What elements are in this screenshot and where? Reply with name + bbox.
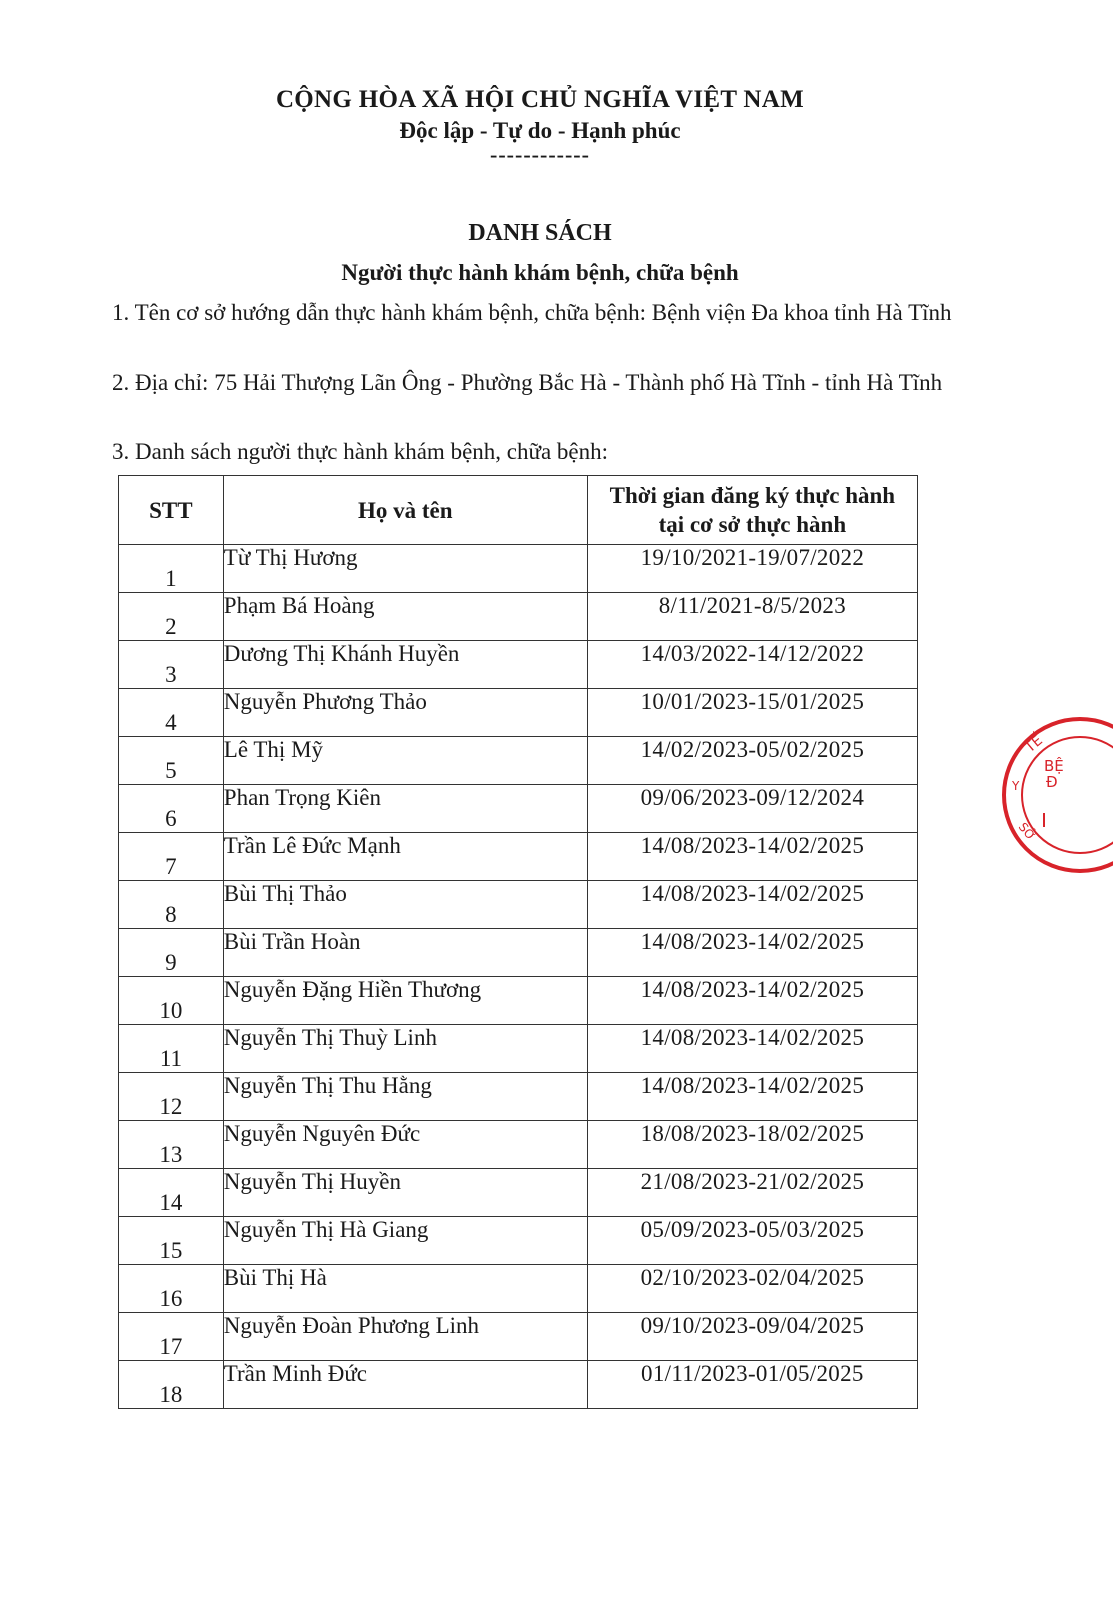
stt-cell: 1	[119, 545, 224, 593]
period-cell: 14/08/2023-14/02/2025	[587, 929, 917, 977]
list-intro-item: 3. Danh sách người thực hành khám bệnh, chữa bệnh:	[112, 439, 609, 464]
red-seal-stamp	[1000, 715, 1113, 875]
name-cell: Phạm Bá Hoàng	[223, 593, 587, 641]
table-row	[119, 1169, 918, 1217]
name-cell: Nguyễn Phương Thảo	[223, 689, 587, 737]
svg-text:TẾ: TẾ	[1022, 732, 1046, 757]
name-cell: Phan Trọng Kiên	[223, 785, 587, 833]
name-cell: Nguyễn Thị Huyền	[223, 1169, 587, 1217]
motto: Độc lập - Tự do - Hạnh phúc	[399, 118, 681, 143]
table-row	[119, 977, 918, 1025]
name-cell: Lê Thị Mỹ	[223, 737, 587, 785]
stt-cell: 13	[119, 1121, 224, 1169]
period-cell: 02/10/2023-02/04/2025	[587, 1265, 917, 1313]
period-cell: 09/10/2023-09/04/2025	[587, 1313, 917, 1361]
name-cell: Nguyễn Đoàn Phương Linh	[223, 1313, 587, 1361]
period-cell: 14/08/2023-14/02/2025	[587, 977, 917, 1025]
table-body	[119, 545, 918, 1409]
name-cell: Dương Thị Khánh Huyền	[223, 641, 587, 689]
stt-cell: 18	[119, 1361, 224, 1409]
address-item: 2. Địa chỉ: 75 Hải Thượng Lãn Ông - Phường Bắc Hà - Thành phố Hà Tĩnh - tỉnh Hà Tĩnh	[112, 370, 943, 395]
period-cell: 8/11/2021-8/5/2023	[587, 593, 917, 641]
name-cell: Nguyễn Nguyên Đức	[223, 1121, 587, 1169]
name-cell: Bùi Thị Hà	[223, 1265, 587, 1313]
table-row	[119, 1313, 918, 1361]
period-cell: 09/06/2023-09/12/2024	[587, 785, 917, 833]
header-period-line1: Thời gian đăng ký thực hành	[609, 483, 896, 508]
table-row	[119, 881, 918, 929]
table-row	[119, 737, 918, 785]
stt-cell: 6	[119, 785, 224, 833]
header-name: Họ và tên	[223, 476, 587, 545]
name-cell: Trần Lê Đức Mạnh	[223, 833, 587, 881]
stt-cell: 15	[119, 1217, 224, 1265]
period-cell: 14/08/2023-14/02/2025	[587, 1025, 917, 1073]
table-row	[119, 1217, 918, 1265]
period-cell: 19/10/2021-19/07/2022	[587, 545, 917, 593]
table-row	[119, 1073, 918, 1121]
svg-text:SỞ: SỞ	[1015, 819, 1039, 844]
stt-cell: 12	[119, 1073, 224, 1121]
table-row	[119, 1025, 918, 1073]
header-period-line2: tại cơ sở thực hành	[658, 512, 847, 537]
name-cell: Nguyễn Thị Thuỳ Linh	[223, 1025, 587, 1073]
practitioner-table	[118, 475, 918, 1409]
period-cell: 14/02/2023-05/02/2025	[587, 737, 917, 785]
period-cell: 14/03/2022-14/12/2022	[587, 641, 917, 689]
name-cell: Từ Thị Hương	[223, 545, 587, 593]
document-subtitle: Người thực hành khám bệnh, chữa bệnh	[341, 260, 739, 285]
name-cell: Bùi Trần Hoàn	[223, 929, 587, 977]
period-cell: 21/08/2023-21/02/2025	[587, 1169, 917, 1217]
period-cell: 10/01/2023-15/01/2025	[587, 689, 917, 737]
period-cell: 01/11/2023-01/05/2025	[587, 1361, 917, 1409]
nation-heading: CỘNG HÒA XÃ HỘI CHỦ NGHĨA VIỆT NAM	[275, 86, 805, 113]
stt-cell: 7	[119, 833, 224, 881]
period-cell: 05/09/2023-05/03/2025	[587, 1217, 917, 1265]
stt-cell: 8	[119, 881, 224, 929]
stt-cell: 14	[119, 1169, 224, 1217]
table-row	[119, 1121, 918, 1169]
name-cell: Trần Minh Đức	[223, 1361, 587, 1409]
svg-text:Đ: Đ	[1046, 773, 1058, 791]
table-row	[119, 641, 918, 689]
stt-cell: 9	[119, 929, 224, 977]
facility-name-item: 1. Tên cơ sở hướng dẫn thực hành khám bệnh, chữa bệnh: Bệnh viện Đa khoa tỉnh Hà Tĩnh	[112, 300, 952, 325]
stt-cell: 17	[119, 1313, 224, 1361]
stt-cell: 2	[119, 593, 224, 641]
table-row	[119, 545, 918, 593]
svg-text:BỆ: BỆ	[1044, 757, 1064, 775]
table-row	[119, 593, 918, 641]
period-cell: 18/08/2023-18/02/2025	[587, 1121, 917, 1169]
table-row	[119, 833, 918, 881]
name-cell: Nguyễn Đặng Hiền Thương	[223, 977, 587, 1025]
stt-cell: 5	[119, 737, 224, 785]
stt-cell: 3	[119, 641, 224, 689]
stt-cell: 4	[119, 689, 224, 737]
stt-cell: 10	[119, 977, 224, 1025]
table-row	[119, 1361, 918, 1409]
table-row	[119, 1265, 918, 1313]
header-period	[587, 476, 917, 545]
period-cell: 14/08/2023-14/02/2025	[587, 833, 917, 881]
document-title: DANH SÁCH	[468, 220, 612, 246]
header-separator: ------------	[490, 142, 590, 167]
stt-cell: 11	[119, 1025, 224, 1073]
stt-cell: 16	[119, 1265, 224, 1313]
period-cell: 14/08/2023-14/02/2025	[587, 881, 917, 929]
header-stt: STT	[119, 476, 224, 545]
table-row	[119, 785, 918, 833]
table-row	[119, 929, 918, 977]
name-cell: Bùi Thị Thảo	[223, 881, 587, 929]
table-row	[119, 689, 918, 737]
name-cell: Nguyễn Thị Thu Hằng	[223, 1073, 587, 1121]
period-cell: 14/08/2023-14/02/2025	[587, 1073, 917, 1121]
name-cell: Nguyễn Thị Hà Giang	[223, 1217, 587, 1265]
table-header-row	[119, 476, 918, 545]
svg-text:Y: Y	[1012, 779, 1020, 793]
